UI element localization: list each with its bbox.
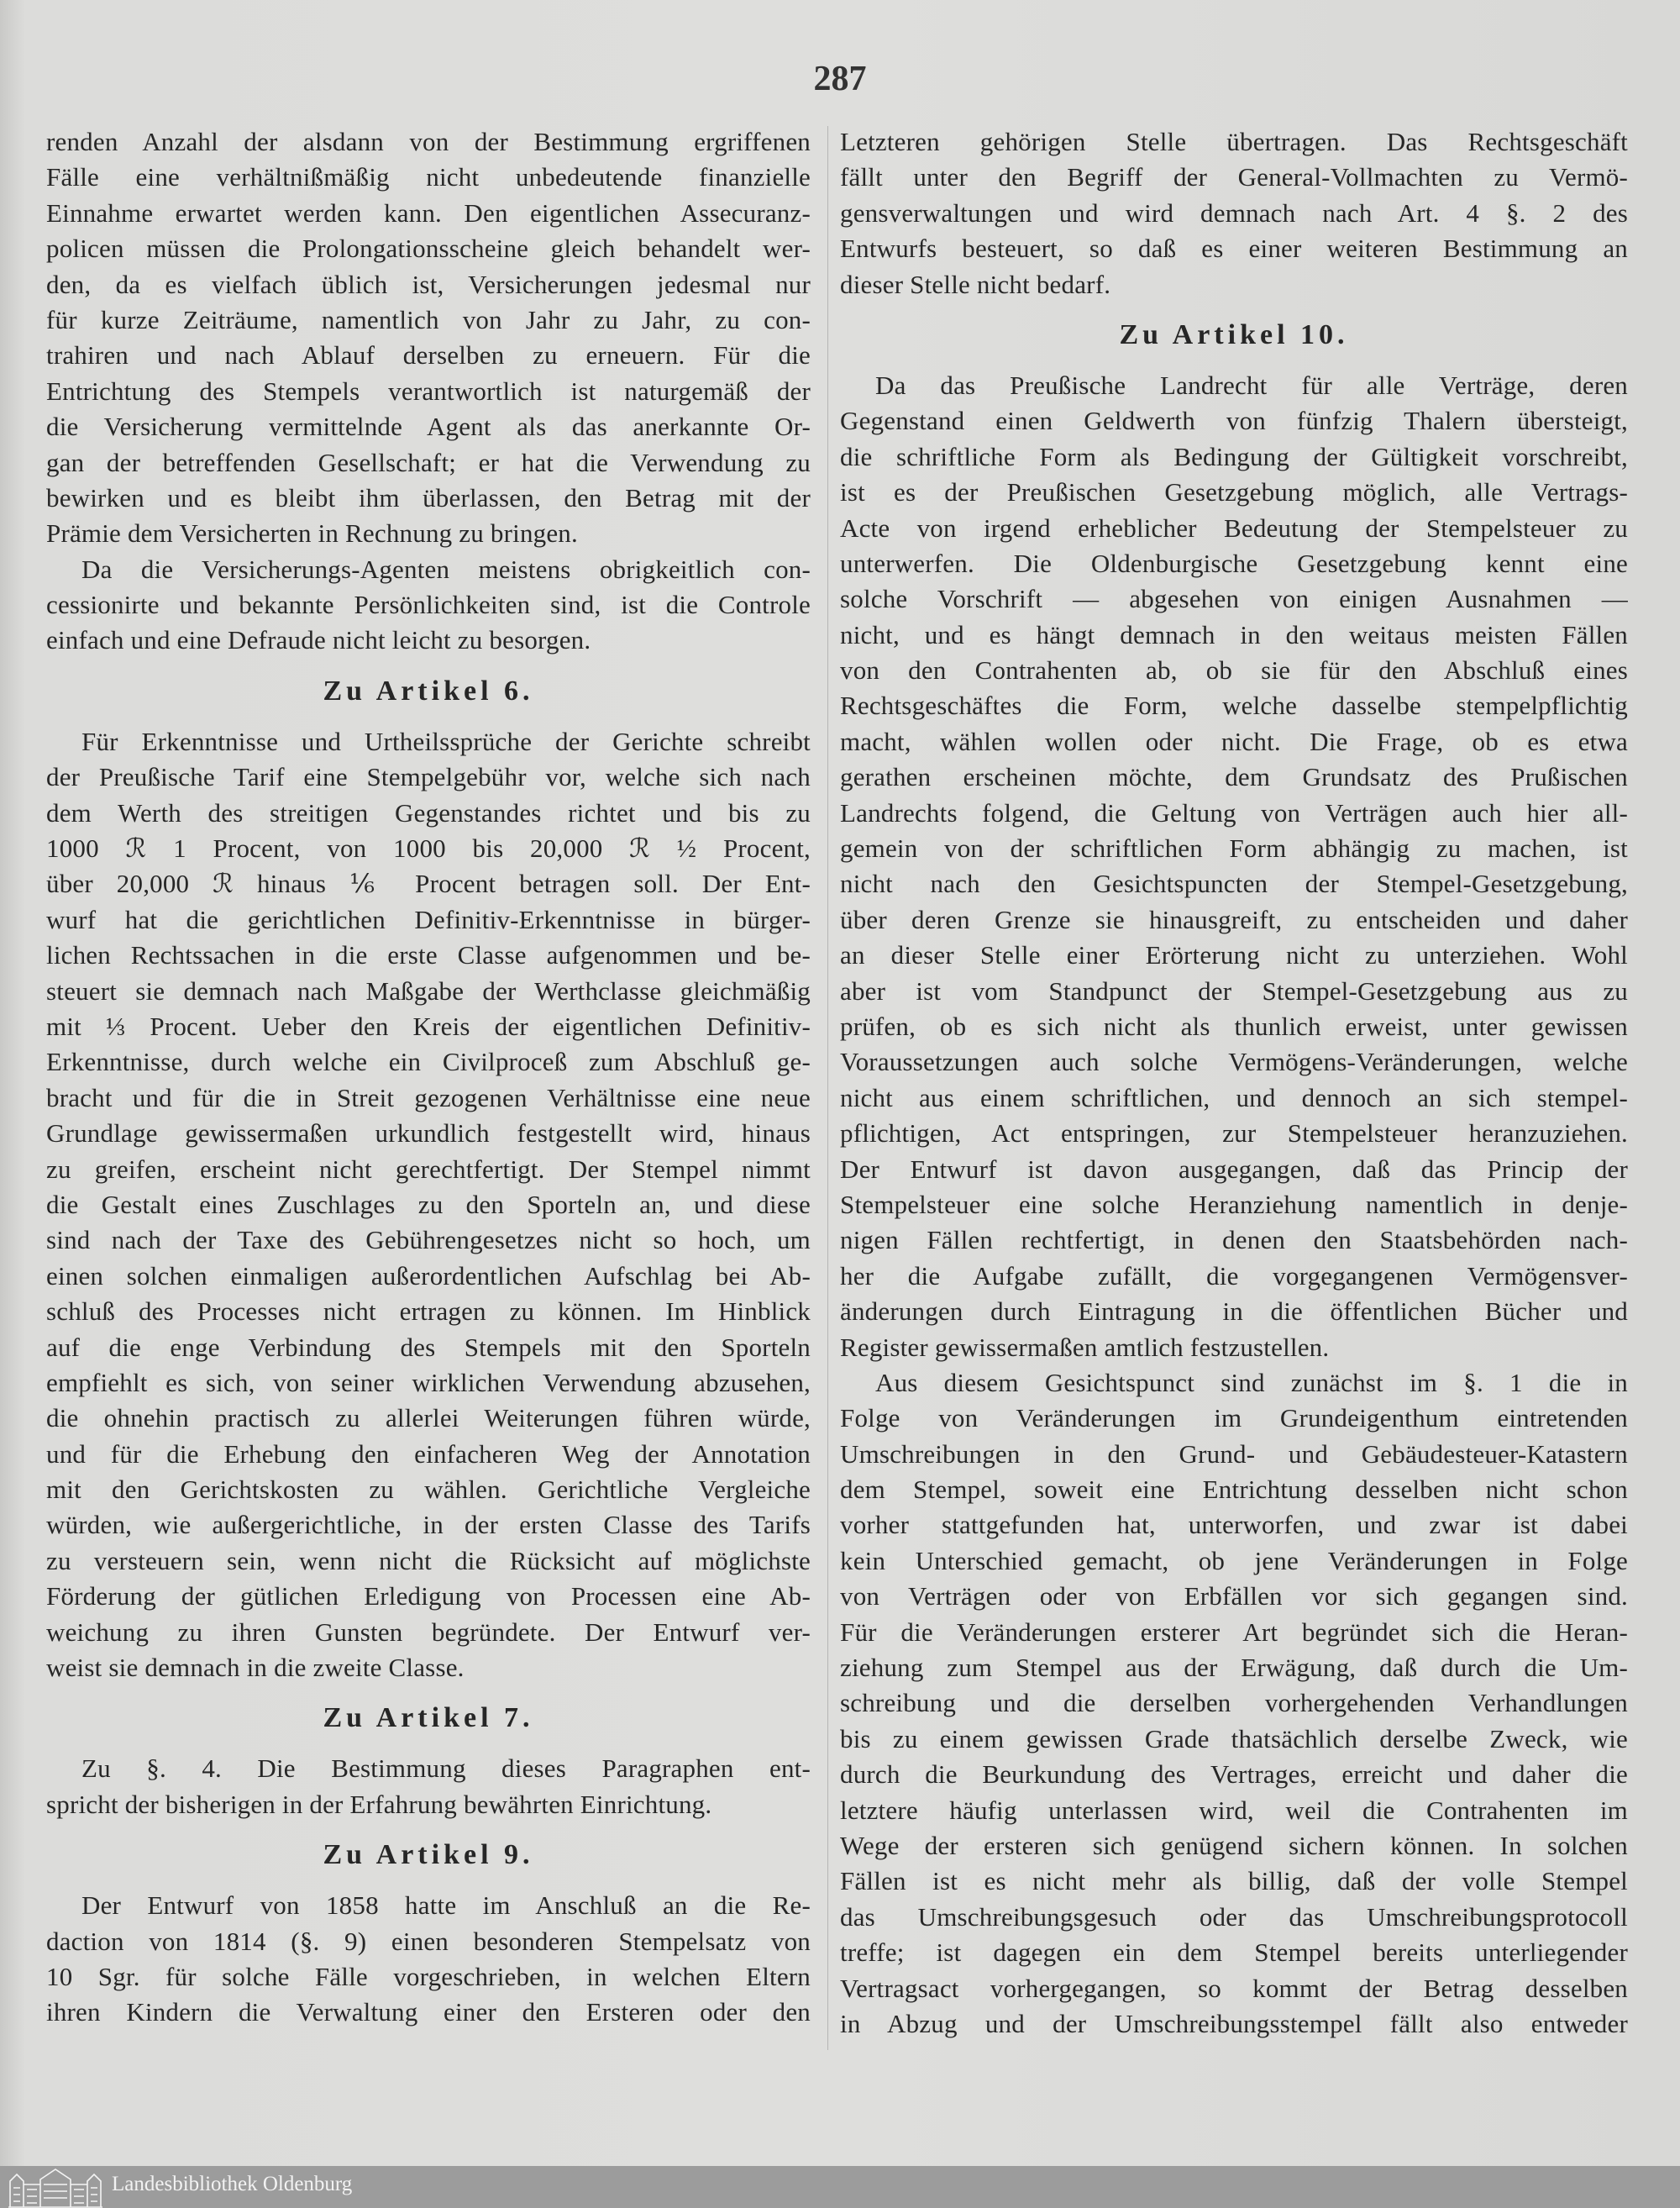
paragraph bbox=[840, 368, 1628, 1365]
text-line: pflichtigen, Act entspringen, zur Stempelsteuer heranzuziehen. bbox=[840, 1118, 1628, 1149]
text-line: zu versteuern sein, wenn nicht die Rücksicht auf möglichste bbox=[46, 1545, 811, 1575]
text-line: Stempelsteuer eine solche Heranziehung namentlich in denje- bbox=[840, 1189, 1628, 1219]
text-line: einen solchen einmaligen außerordentlichen Aufschlag bei Ab- bbox=[46, 1260, 811, 1291]
text-line: Voraussetzungen auch solche Vermögens-Veränderungen, welche bbox=[840, 1047, 1628, 1077]
text-line: letztere häufig unterlassen wird, weil die Contrahenten im bbox=[840, 1795, 1628, 1825]
text-line: gerathen erscheinen möchte, dem Grundsatz des Prußischen bbox=[840, 762, 1628, 792]
text-line: ist es der Preußischen Gesetzgebung möglich, alle Vertrags- bbox=[840, 477, 1628, 507]
text-line: Zu §. 4. Die Bestimmung dieses Paragraphen ent- bbox=[81, 1753, 811, 1784]
text-line: nicht, und es hängt demnach in den weitaus meisten Fällen bbox=[840, 619, 1628, 649]
text-line: zu greifen, erscheint nicht gerechtfertigt. Der Stempel nimmt bbox=[46, 1154, 811, 1184]
text-line: kein Unterschied gemacht, ob jene Veränderungen in Folge bbox=[840, 1545, 1628, 1575]
text-line: gensverwaltungen und wird demnach nach Art. 4 §. 2 des bbox=[840, 197, 1628, 228]
text-line: und für die Erhebung den einfacheren Weg der Annotation bbox=[46, 1438, 811, 1469]
paragraph bbox=[46, 1888, 811, 2031]
text-line: an dieser Stelle einer Erörterung nicht zu unterziehen. Wohl bbox=[840, 940, 1628, 970]
text-line: änderungen durch Eintragung in die öffentlichen Bücher und bbox=[840, 1296, 1628, 1327]
text-line: Grundlage gewissermaßen urkundlich festgestellt wird, hinaus bbox=[46, 1118, 811, 1149]
text-line: gemein von der schriftlichen Form abhängig zu machen, ist bbox=[840, 833, 1628, 864]
text-line: weichung zu ihren Gunsten begründete. Der Entwurf ver- bbox=[46, 1617, 811, 1647]
text-line: Für Erkenntnisse und Urtheilssprüche der Gerichte schreibt bbox=[81, 726, 811, 756]
text-line: bewirken und es bleibt ihm überlassen, den Betrag mit der bbox=[46, 482, 811, 513]
text-line: macht, wählen wollen oder nicht. Die Frage, ob es etwa bbox=[840, 726, 1628, 756]
text-line: dem Werth des streitigen Gegenstandes richtet und bis zu bbox=[46, 797, 811, 828]
text-line: weist sie demnach in die zweite Classe. bbox=[46, 1653, 465, 1683]
text-line: würden, wie außergerichtliche, in der ersten Classe des Tarifs bbox=[46, 1510, 811, 1540]
left-column bbox=[46, 124, 811, 2031]
text-line: solche Vorschrift — abgesehen von einigen Ausnahmen — bbox=[840, 584, 1628, 614]
section-heading: Zu Artikel 9. bbox=[323, 1839, 534, 1871]
text-line: Förderung der gütlichen Erledigung von Processen eine Ab- bbox=[46, 1581, 811, 1611]
text-line: Entwurfs besteuert, so daß es einer weiteren Bestimmung an bbox=[840, 234, 1628, 264]
text-line: Da das Preußische Landrecht für alle Verträge, deren bbox=[875, 370, 1628, 400]
text-line: fällt unter den Begriff der General-Vollmachten zu Vermö- bbox=[840, 162, 1628, 192]
text-line: bis zu einem gewissen Grade thatsächlich derselbe Zweck, wie bbox=[840, 1723, 1628, 1753]
text-line: dieser Stelle nicht bedarf. bbox=[840, 269, 1111, 299]
text-line: aber ist vom Standpunct der Stempel-Gesetzgebung aus zu bbox=[840, 975, 1628, 1006]
text-line: empfiehlt es sich, von seiner wirklichen Verwendung abzusehen, bbox=[46, 1367, 811, 1397]
text-line: Acte von irgend erheblicher Bedeutung der Stempelsteuer zu bbox=[840, 513, 1628, 543]
text-line: nicht aus einem schriftlichen, und dennoch an sich stempel- bbox=[840, 1082, 1628, 1112]
text-line: auf die enge Verbindung des Stempels mit den Sporteln bbox=[46, 1332, 811, 1362]
text-line: cessionirte und bekannte Persönlichkeiten sind, ist die Controle bbox=[46, 590, 811, 620]
text-line: schluß des Processes nicht ertragen zu können. Im Hinblick bbox=[46, 1296, 811, 1327]
footer-bar bbox=[0, 2166, 1680, 2208]
section-heading: Zu Artikel 10. bbox=[1119, 318, 1349, 350]
text-line: dem Stempel, soweit eine Entrichtung desselben nicht schon bbox=[840, 1475, 1628, 1505]
text-line: trahiren und nach Ablauf derselben zu erneuern. Für die bbox=[46, 340, 811, 371]
library-name: Landesbibliothek Oldenburg bbox=[112, 2173, 353, 2195]
text-line: ihren Kindern die Verwaltung einer den Ersteren oder den bbox=[46, 1997, 811, 2027]
text-line: Erkenntnisse, durch welche ein Civilproceß zum Abschluß ge- bbox=[46, 1047, 811, 1077]
text-line: sind nach der Taxe des Gebührengesetzes nicht so hoch, um bbox=[46, 1225, 811, 1255]
library-building-logo bbox=[7, 2168, 104, 2208]
text-line: spricht der bisherigen in der Erfahrung bewährten Einrichtung. bbox=[46, 1789, 712, 1819]
text-line: das Umschreibungsgesuch oder das Umschreibungsprotocoll bbox=[840, 1901, 1628, 1932]
text-line: nigen Fällen rechtfertigt, in denen den Staatsbehörden nach- bbox=[840, 1225, 1628, 1255]
text-line: Letzteren gehörigen Stelle übertragen. Das Rechtsgeschäft bbox=[840, 127, 1628, 156]
text-line: nicht nach den Gesichtspuncten der Stempel-Gesetzgebung, bbox=[840, 869, 1628, 899]
section-heading: Zu Artikel 7. bbox=[323, 1702, 534, 1734]
text-line: Der Entwurf von 1858 hatte im Anschluß an die Re- bbox=[81, 1890, 811, 1921]
text-line: bracht und für die in Streit gezogenen Verhältnisse eine neue bbox=[46, 1082, 811, 1112]
text-line: mit ⅓ Procent. Ueber den Kreis der eigentlichen Definitiv- bbox=[46, 1011, 811, 1041]
text-line: 1000 ℛ 1 Procent, von 1000 bis 20,000 ℛ ½ Procent, bbox=[46, 833, 811, 864]
text-line: Entrichtung des Stempels verantwortlich ist naturgemäß der bbox=[46, 376, 811, 406]
text-line: schreibung und die derselben vorhergehenden Verhandlungen bbox=[840, 1688, 1628, 1718]
text-line: die Versicherung vermittelnde Agent als das anerkannte Or- bbox=[46, 412, 811, 442]
text-line: Landrechts folgend, die Geltung von Verträgen auch hier all- bbox=[840, 797, 1628, 828]
text-line: Einnahme erwartet werden kann. Den eigentlichen Assecuranz- bbox=[46, 197, 811, 228]
text-line: die ohnehin practisch zu allerlei Weiterungen führen würde, bbox=[46, 1403, 811, 1433]
text-line: lichen Rechtssachen in die erste Classe aufgenommen und be- bbox=[46, 940, 811, 970]
text-line: unterwerfen. Die Oldenburgische Gesetzgebung kennt eine bbox=[840, 548, 1628, 578]
text-line: wurf hat die gerichtlichen Definitiv-Erkenntnisse in bürger- bbox=[46, 904, 811, 934]
text-line: über 20,000 ℛ hinaus ⅙ Procent betragen soll. Der Ent- bbox=[46, 869, 811, 899]
text-line: renden Anzahl der alsdann von der Bestimmung ergriffenen bbox=[46, 127, 811, 156]
right-column bbox=[840, 124, 1628, 2042]
text-line: von Verträgen oder von Erbfällen vor sich gegangen sind. bbox=[840, 1581, 1628, 1611]
text-line: Fälle eine verhältnißmäßig nicht unbedeutende finanzielle bbox=[46, 162, 811, 192]
paragraph bbox=[840, 124, 1628, 302]
text-line: 10 Sgr. für solche Fälle vorgeschrieben, in welchen Eltern bbox=[46, 1961, 811, 1991]
text-line: in Abzug und der Umschreibungsstempel fällt also entweder bbox=[840, 2008, 1628, 2038]
text-line: die schriftliche Form als Bedingung der Gültigkeit vorschreibt, bbox=[840, 441, 1628, 471]
text-line: gan der betreffenden Gesellschaft; er hat die Verwendung zu bbox=[46, 447, 811, 477]
text-line: steuert sie demnach nach Maßgabe der Werthclasse gleichmäßig bbox=[46, 975, 811, 1006]
text-line: den, da es vielfach üblich ist, Versicherungen jedesmal nur bbox=[46, 269, 811, 299]
text-line: die Gestalt eines Zuschlages zu den Sporteln an, und diese bbox=[46, 1189, 811, 1219]
text-line: einfach und eine Defraude nicht leicht zu besorgen. bbox=[46, 625, 591, 655]
column-divider bbox=[827, 126, 828, 2050]
text-line: Prämie dem Versicherten in Rechnung zu bringen. bbox=[46, 518, 578, 549]
text-line: vorher stattgefunden hat, unterworfen, und zwar ist dabei bbox=[840, 1510, 1628, 1540]
text-line: ziehung zum Stempel aus der Erwägung, daß durch die Um- bbox=[840, 1653, 1628, 1683]
text-line: Fällen ist es nicht mehr als billig, daß der volle Stempel bbox=[840, 1866, 1628, 1896]
section-heading: Zu Artikel 6. bbox=[323, 675, 534, 707]
text-line: treffe; ist dagegen ein dem Stempel bereits unterliegender bbox=[840, 1937, 1628, 1968]
text-line: her die Aufgabe zufällt, die vorgegangenen Vermögensver- bbox=[840, 1260, 1628, 1291]
text-line: von den Contrahenten ab, ob sie für den Abschluß eines bbox=[840, 655, 1628, 686]
text-line: für kurze Zeiträume, namentlich von Jahr zu Jahr, zu con- bbox=[46, 304, 811, 334]
text-line: policen müssen die Prolongationsscheine gleich behandelt wer- bbox=[46, 234, 811, 264]
text-line: daction von 1814 (§. 9) einen besonderen Stempelsatz von bbox=[46, 1926, 811, 1956]
page-number: 287 bbox=[813, 60, 867, 98]
paragraph bbox=[46, 552, 811, 659]
text-line: der Preußische Tarif eine Stempelgebühr vor, welche sich nach bbox=[46, 762, 811, 792]
text-line: Vertragsact vorhergegangen, so kommt der Betrag desselben bbox=[840, 1973, 1628, 2003]
text-line: über deren Grenze sie hinausgreift, zu entscheiden und daher bbox=[840, 904, 1628, 934]
paragraph bbox=[46, 124, 811, 552]
paragraph bbox=[840, 1365, 1628, 2042]
text-line: Aus diesem Gesichtspunct sind zunächst im §. 1 die in bbox=[875, 1367, 1628, 1397]
paragraph bbox=[46, 724, 811, 1686]
text-line: Folge von Veränderungen im Grundeigenthum eintretenden bbox=[840, 1403, 1628, 1433]
paragraph bbox=[46, 1751, 811, 1822]
text-line: durch die Beurkundung des Vertrages, erreicht und daher die bbox=[840, 1759, 1628, 1790]
text-line: prüfen, ob es sich nicht als thunlich erweist, unter gewissen bbox=[840, 1011, 1628, 1041]
text-line: Register gewissermaßen amtlich festzustellen. bbox=[840, 1332, 1330, 1362]
text-line: Rechtsgeschäftes die Form, welche dasselbe stempelpflichtig bbox=[840, 691, 1628, 721]
text-line: mit den Gerichtskosten zu wählen. Gerichtliche Vergleiche bbox=[46, 1475, 811, 1505]
text-line: Wege der ersteren sich genügend sichern können. In solchen bbox=[840, 1830, 1628, 1860]
text-line: Gegenstand einen Geldwerth von fünfzig Thalern übersteigt, bbox=[840, 406, 1628, 436]
text-line: Der Entwurf ist davon ausgegangen, daß das Princip der bbox=[840, 1154, 1628, 1184]
text-line: Da die Versicherungs-Agenten meistens obrigkeitlich con- bbox=[81, 554, 811, 584]
text-line: Für die Veränderungen ersterer Art begründet sich die Heran- bbox=[840, 1617, 1628, 1647]
text-line: Umschreibungen in den Grund- und Gebäudesteuer-Katastern bbox=[840, 1438, 1628, 1469]
